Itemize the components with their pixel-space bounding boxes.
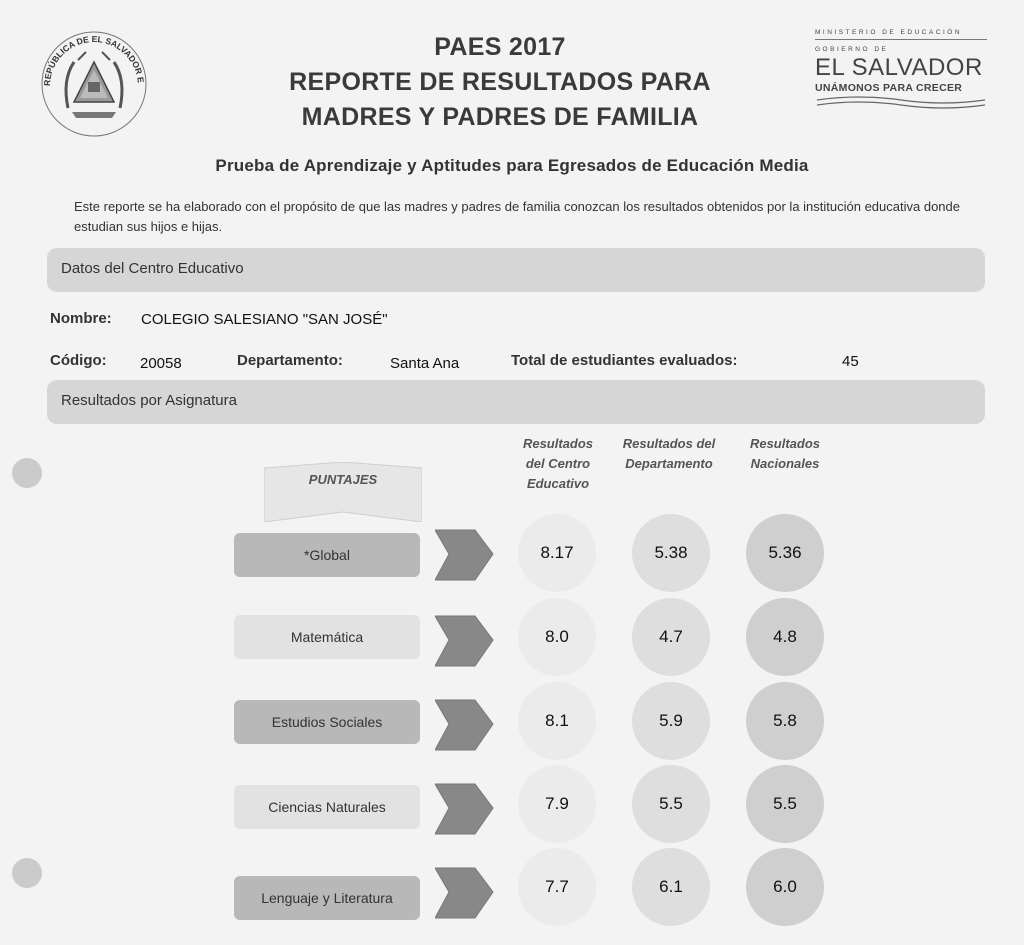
chevron-right-icon (435, 862, 495, 922)
chevron-right-icon (435, 610, 495, 670)
section-title: Datos del Centro Educativo (61, 260, 244, 277)
report-title (250, 30, 750, 135)
score-nacional: 4.8 (746, 598, 824, 676)
wave-decoration (815, 94, 987, 110)
header-line: Nacionales (750, 456, 820, 471)
code-label: Código: (50, 352, 107, 369)
subject-label: Lenguaje y Literatura (234, 876, 420, 920)
department-label: Departamento: (237, 352, 343, 369)
school-name: COLEGIO SALESIANO "SAN JOSÉ" (141, 311, 388, 328)
puntajes-banner (264, 462, 422, 522)
score-nacional: 5.8 (746, 682, 824, 760)
government-label: GOBIERNO DE (815, 46, 889, 53)
score-departamento: 4.7 (632, 598, 710, 676)
subject-label: *Global (234, 533, 420, 577)
score-nacional: 6.0 (746, 848, 824, 926)
subject-label: Estudios Sociales (234, 700, 420, 744)
header-line: Resultados (749, 436, 821, 451)
score-centro: 8.0 (518, 598, 596, 676)
score-departamento: 5.9 (632, 682, 710, 760)
department-value: Santa Ana (390, 355, 460, 372)
column-header-centro (503, 434, 613, 494)
subject-label: Matemática (234, 615, 420, 659)
header-line: Resultados (522, 436, 594, 451)
country-name: EL SALVADOR (815, 54, 983, 81)
score-centro: 8.1 (518, 682, 596, 760)
puntajes-label: PUNTAJES (308, 472, 378, 487)
intro-paragraph: Este reporte se ha elaborado con el propósito de que las madres y padres de familia conozcan los resultados obtenidos por la institución educativa donde estudian sus hijos e hijas. (74, 199, 960, 234)
title-line: PAES 2017 (434, 33, 566, 61)
score-nacional: 5.36 (746, 514, 824, 592)
score-centro: 7.7 (518, 848, 596, 926)
header-line: Departamento (625, 456, 713, 471)
title-line: MADRES Y PADRES DE FAMILIA (301, 103, 699, 131)
subject-label: Ciencias Naturales (234, 785, 420, 829)
total-students-value: 45 (842, 353, 859, 370)
results-section-bar (47, 380, 985, 424)
score-departamento: 6.1 (632, 848, 710, 926)
score-nacional: 5.5 (746, 765, 824, 843)
score-centro: 7.9 (518, 765, 596, 843)
header-line: del Centro (525, 456, 591, 471)
column-header-departamento (614, 434, 724, 474)
exam-subtitle: Prueba de Aprendizaje y Aptitudes para Egresados de Educación Media (215, 156, 809, 175)
seal-text: REPÚBLICA DE EL SALVADOR E (41, 33, 146, 87)
chevron-right-icon (435, 524, 495, 584)
slogan: UNÁMONOS PARA CRECER (815, 82, 963, 94)
header-line: Educativo (526, 476, 590, 491)
punch-hole (12, 458, 42, 488)
school-section-bar (47, 248, 985, 292)
chevron-right-icon (435, 694, 495, 754)
school-code: 20058 (140, 355, 182, 372)
chevron-right-icon (435, 778, 495, 838)
title-line: REPORTE DE RESULTADOS PARA (289, 68, 711, 96)
header-line: Resultados del (622, 436, 716, 451)
name-label: Nombre: (50, 310, 112, 327)
ministry-name: MINISTERIO DE EDUCACIÓN (815, 29, 963, 36)
coat-of-arms-seal (28, 22, 160, 140)
score-departamento: 5.5 (632, 765, 710, 843)
column-header-nacional (730, 434, 840, 474)
score-departamento: 5.38 (632, 514, 710, 592)
ministry-logo (815, 28, 987, 115)
punch-hole (12, 858, 42, 888)
section-title: Resultados por Asignatura (61, 392, 237, 409)
total-students-label: Total de estudiantes evaluados: (511, 352, 738, 369)
score-centro: 8.17 (518, 514, 596, 592)
